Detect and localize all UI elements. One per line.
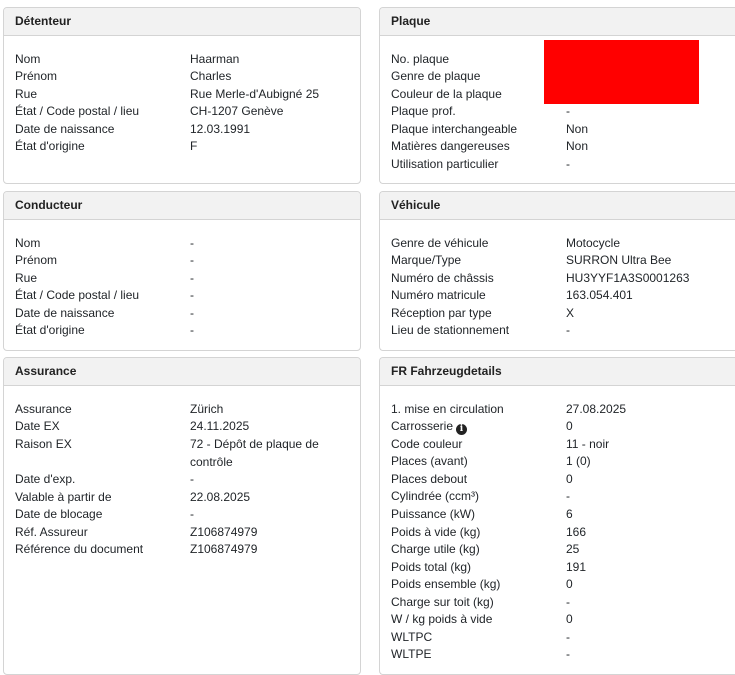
field-value: - (566, 647, 570, 661)
panel-title: Détenteur (4, 8, 360, 36)
field-value: Rue Merle-d'Aubigné 25 (190, 87, 320, 101)
field-label: W / kg poids à vide (391, 612, 493, 626)
field-label: Puissance (kW) (391, 507, 476, 521)
field-label: Matières dangereuses (391, 139, 510, 153)
field-value: - (190, 236, 194, 250)
panel-vehicule (379, 191, 735, 351)
field-value: 0 (566, 577, 573, 591)
field-value: - (190, 288, 194, 302)
field-label: WLTPC (391, 630, 433, 644)
field-value: 6 (566, 507, 573, 521)
field-label: Réf. Assureur (15, 525, 88, 539)
field-label: Poids total (kg) (391, 560, 472, 574)
field-label: État / Code postal / lieu (15, 104, 140, 118)
panel-assurance (3, 357, 361, 675)
field-value: 191 (566, 560, 587, 574)
field-value: CH-1207 Genève (190, 104, 284, 118)
field-label: Prénom (15, 253, 58, 267)
field-value: Z106874979 (190, 542, 258, 556)
field-label: Utilisation particulier (391, 157, 499, 171)
field-value: 163.054.401 (566, 288, 633, 302)
field-value: - (190, 472, 194, 486)
panel-title: Plaque (380, 8, 735, 36)
field-value: 166 (566, 525, 587, 539)
field-value: 0 (566, 419, 573, 433)
field-value: 12.03.1991 (190, 122, 251, 136)
field-value: 11 - noir (566, 437, 610, 451)
field-label: Charge sur toit (kg) (391, 595, 494, 609)
field-value: Non (566, 139, 589, 153)
field-label: Nom (15, 52, 41, 66)
field-label-group (391, 418, 467, 435)
field-label: Plaque interchangeable (391, 122, 518, 136)
field-label: Poids à vide (kg) (391, 525, 481, 539)
panel-title: Véhicule (380, 192, 735, 220)
field-label: Marque/Type (391, 253, 462, 267)
field-value: Charles (190, 69, 232, 83)
field-label: Genre de véhicule (391, 236, 489, 250)
field-label: Date de naissance (15, 306, 115, 320)
field-label: Plaque prof. (391, 104, 456, 118)
field-value: 72 - Dépôt de plaque de contrôle (190, 437, 319, 469)
field-label: Poids ensemble (kg) (391, 577, 501, 591)
field-value: X (566, 306, 575, 320)
field-label: État d'origine (15, 323, 85, 337)
field-label: Couleur de la plaque (391, 87, 502, 101)
panel-fr-fahrzeugdetails (379, 357, 735, 675)
field-value: - (566, 104, 570, 118)
field-value: Motocycle (566, 236, 621, 250)
field-value: 22.08.2025 (190, 490, 251, 504)
field-label: 1. mise en circulation (391, 402, 504, 416)
field-label: Raison EX (15, 437, 72, 451)
field-value: 27.08.2025 (566, 402, 627, 416)
panel-detenteur (3, 7, 361, 184)
field-label: Référence du document (15, 542, 144, 556)
field-value: 1 (0) (566, 454, 591, 468)
field-label: Assurance (15, 402, 72, 416)
field-label: Date de naissance (15, 122, 115, 136)
field-value: 0 (566, 612, 573, 626)
field-value: - (190, 507, 194, 521)
field-label: Code couleur (391, 437, 463, 451)
field-value: - (190, 306, 194, 320)
field-label: Rue (15, 87, 38, 101)
field-value: - (190, 323, 194, 337)
field-label: Places (avant) (391, 454, 468, 468)
panel-title: Conducteur (4, 192, 360, 220)
field-label: Date d'exp. (15, 472, 76, 486)
field-label: Places debout (391, 472, 468, 486)
field-label: Cylindrée (ccm³) (391, 489, 480, 503)
field-label: Date EX (15, 419, 60, 433)
field-value: - (566, 157, 570, 171)
field-label: No. plaque (391, 52, 450, 66)
info-icon[interactable]: i (456, 424, 467, 435)
field-value: - (566, 323, 570, 337)
field-label: Numéro de châssis (391, 271, 494, 285)
panel-conducteur (3, 191, 361, 351)
field-value: F (190, 139, 198, 153)
field-label: Réception par type (391, 306, 492, 320)
field-value: SURRON Ultra Bee (566, 253, 672, 267)
field-value: Haarman (190, 52, 240, 66)
field-value: Non (566, 122, 589, 136)
field-label: Prénom (15, 69, 58, 83)
field-label: Carrosserie (391, 419, 454, 433)
field-value: 24.11.2025 (190, 419, 250, 433)
field-value: 0 (566, 472, 573, 486)
field-label: Lieu de stationnement (391, 323, 510, 337)
field-value: - (566, 595, 570, 609)
field-value: Zürich (190, 402, 224, 416)
field-value: - (190, 271, 194, 285)
field-value: Z106874979 (190, 525, 258, 539)
field-value: - (566, 489, 570, 503)
field-label: Numéro matricule (391, 288, 486, 302)
panel-title: Assurance (4, 358, 360, 386)
field-label: WLTPE (391, 647, 432, 661)
field-label: Valable à partir de (15, 490, 112, 504)
field-label: Genre de plaque (391, 69, 481, 83)
field-value: - (190, 253, 194, 267)
field-label: Rue (15, 271, 38, 285)
field-value: 25 (566, 542, 580, 556)
field-value: HU3YYF1A3S0001263 (566, 271, 690, 285)
panel-title: FR Fahrzeugdetails (380, 358, 735, 386)
redaction-block (544, 40, 699, 104)
field-label: Date de blocage (15, 507, 103, 521)
field-value: - (566, 630, 570, 644)
field-label: Nom (15, 236, 41, 250)
field-label: État / Code postal / lieu (15, 288, 140, 302)
field-label: Charge utile (kg) (391, 542, 480, 556)
field-label: État d'origine (15, 139, 85, 153)
